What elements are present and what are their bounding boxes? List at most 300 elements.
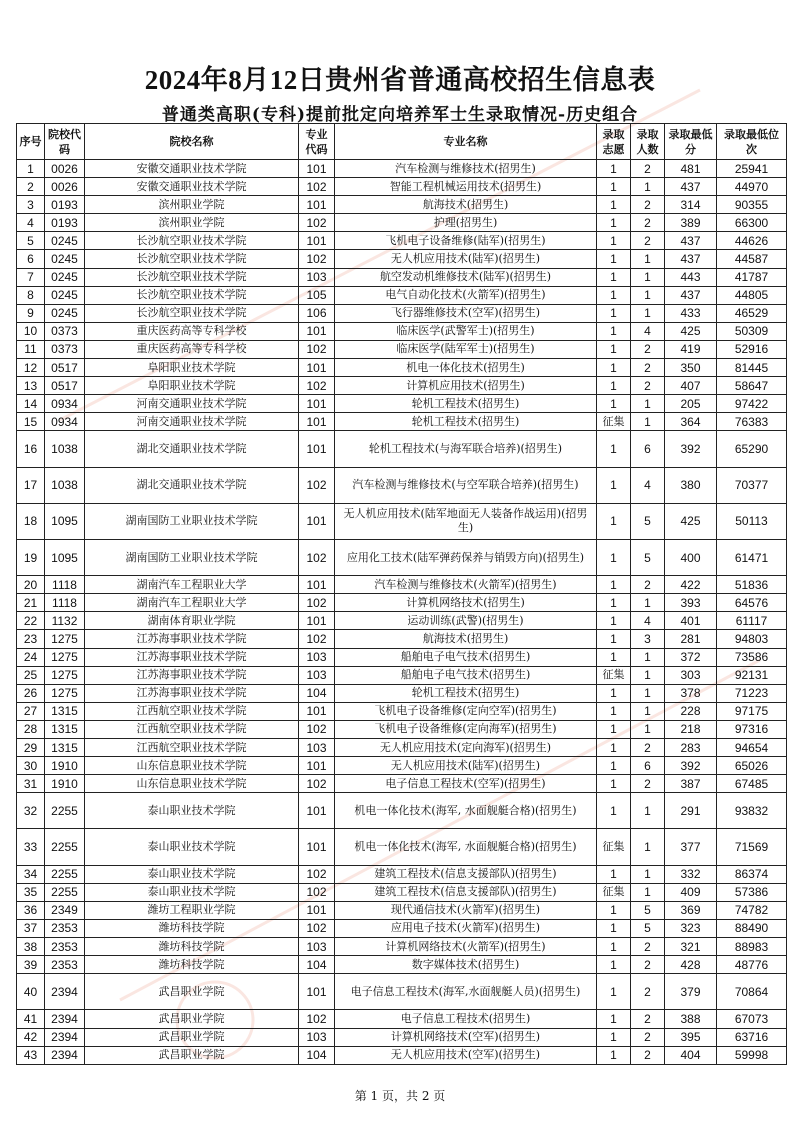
col-min-rank-cell: 67073 [717,1010,787,1028]
col-min-rank-cell: 94803 [717,630,787,648]
col-major-name-cell: 机电一体化技术(海军, 水面舰艇合格)(招男生) [335,793,597,829]
col-seq-cell: 26 [17,684,45,702]
col-count-cell: 2 [631,340,665,358]
col-major-name-cell: 飞机电子设备维修(定向空军)(招男生) [335,702,597,720]
col-min-score-cell: 377 [665,829,717,865]
col-seq-cell: 18 [17,503,45,539]
col-min-score-cell: 437 [665,286,717,304]
col-major-code-cell: 102 [299,1010,335,1028]
table-row [17,413,787,431]
col-major-code-cell: 103 [299,666,335,684]
col-count-cell: 2 [631,1010,665,1028]
col-min-rank-cell: 94654 [717,739,787,757]
col-school-name-cell: 江苏海事职业技术学院 [85,666,299,684]
col-school-code-cell: 1095 [45,539,85,575]
col-seq-cell: 30 [17,757,45,775]
col-seq-cell: 16 [17,431,45,467]
col-min-rank-cell: 59998 [717,1046,787,1064]
col-choice-cell: 1 [597,594,631,612]
col-major-name-cell: 航海技术(招男生) [335,630,597,648]
table-row [17,1046,787,1064]
col-min-rank-cell: 66300 [717,214,787,232]
col-school-name-cell: 阜阳职业技术学院 [85,377,299,395]
col-school-name-cell: 江西航空职业技术学院 [85,720,299,738]
col-min-score-cell: 422 [665,576,717,594]
col-min-rank-header: 录取最低位次 [717,124,787,160]
col-major-code-cell: 101 [299,232,335,250]
col-min-score-cell: 437 [665,232,717,250]
col-school-code-cell: 1132 [45,612,85,630]
col-seq-cell: 36 [17,901,45,919]
col-min-score-cell: 437 [665,250,717,268]
col-choice-cell: 1 [597,684,631,702]
col-major-code-cell: 101 [299,612,335,630]
col-school-name-cell: 重庆医药高等专科学校 [85,340,299,358]
col-choice-cell: 1 [597,178,631,196]
col-count-header: 录取人数 [631,124,665,160]
col-count-cell: 2 [631,214,665,232]
col-min-score-cell: 392 [665,431,717,467]
col-choice-cell: 征集 [597,829,631,865]
col-school-code-cell: 1910 [45,757,85,775]
col-major-name-cell: 现代通信技术(火箭军)(招男生) [335,901,597,919]
col-seq-cell: 20 [17,576,45,594]
col-school-code-cell: 0245 [45,268,85,286]
col-school-name-cell: 潍坊科技学院 [85,956,299,974]
col-seq-cell: 19 [17,539,45,575]
col-major-code-cell: 103 [299,938,335,956]
col-major-name-cell: 轮机工程技术(招男生) [335,395,597,413]
col-major-name-cell: 无人机应用技术(陆军)(招男生) [335,757,597,775]
col-school-code-cell: 0245 [45,250,85,268]
col-major-code-cell: 101 [299,322,335,340]
col-min-rank-cell: 63716 [717,1028,787,1046]
col-seq-cell: 31 [17,775,45,793]
col-choice-cell: 1 [597,919,631,937]
col-min-rank-cell: 97316 [717,720,787,738]
col-seq-cell: 27 [17,702,45,720]
col-major-code-cell: 104 [299,956,335,974]
col-major-name-cell: 电子信息工程技术(空军)(招男生) [335,775,597,793]
col-choice-cell: 1 [597,539,631,575]
col-major-code-cell: 102 [299,720,335,738]
col-choice-cell: 1 [597,250,631,268]
col-choice-cell: 1 [597,974,631,1010]
col-choice-cell: 1 [597,739,631,757]
col-count-cell: 2 [631,938,665,956]
col-min-rank-cell: 41787 [717,268,787,286]
col-min-score-cell: 350 [665,359,717,377]
col-major-name-cell: 航空发动机维修技术(陆军)(招男生) [335,268,597,286]
table-row [17,702,787,720]
col-major-name-cell: 机电一体化技术(招男生) [335,359,597,377]
col-seq-cell: 33 [17,829,45,865]
col-school-name-cell: 潍坊科技学院 [85,919,299,937]
col-min-score-cell: 387 [665,775,717,793]
col-min-score-cell: 281 [665,630,717,648]
col-choice-cell: 1 [597,304,631,322]
col-count-cell: 1 [631,395,665,413]
col-seq-cell: 40 [17,974,45,1010]
col-school-name-cell: 河南交通职业技术学院 [85,413,299,431]
col-school-name-cell: 河南交通职业技术学院 [85,395,299,413]
table-row [17,684,787,702]
table-row [17,431,787,467]
col-school-name-cell: 湖南体育职业学院 [85,612,299,630]
table-row [17,919,787,937]
col-school-code-cell: 0373 [45,322,85,340]
col-major-code-cell: 104 [299,684,335,702]
col-school-name-cell: 江苏海事职业技术学院 [85,630,299,648]
col-choice-cell: 1 [597,322,631,340]
col-choice-cell: 1 [597,956,631,974]
col-school-name-cell: 安徽交通职业技术学院 [85,160,299,178]
col-major-name-cell: 轮机工程技术(招男生) [335,684,597,702]
col-min-score-cell: 323 [665,919,717,937]
col-min-rank-cell: 65026 [717,757,787,775]
col-major-name-cell: 护理(招男生) [335,214,597,232]
col-school-code-cell: 1275 [45,648,85,666]
col-major-code-cell: 101 [299,901,335,919]
col-school-name-cell: 湖南国防工业职业技术学院 [85,503,299,539]
col-school-code-cell: 0517 [45,359,85,377]
col-school-name-cell: 长沙航空职业技术学院 [85,304,299,322]
col-choice-header: 录取志愿 [597,124,631,160]
col-min-rank-cell: 97175 [717,702,787,720]
col-major-code-cell: 101 [299,395,335,413]
col-seq-cell: 3 [17,196,45,214]
table-row [17,503,787,539]
page-footer: 第 1 页，共 2 页 [354,1089,446,1103]
col-min-rank-cell: 57386 [717,883,787,901]
col-seq-cell: 38 [17,938,45,956]
col-school-name-cell: 湖南汽车工程职业大学 [85,576,299,594]
table-row [17,757,787,775]
col-school-name-cell: 江西航空职业技术学院 [85,739,299,757]
col-major-code-cell: 102 [299,630,335,648]
col-min-rank-cell: 74782 [717,901,787,919]
col-seq-cell: 21 [17,594,45,612]
col-major-name-cell: 轮机工程技术(招男生) [335,413,597,431]
col-major-code-cell: 102 [299,775,335,793]
col-school-code-cell: 0373 [45,340,85,358]
col-min-score-cell: 409 [665,883,717,901]
col-choice-cell: 1 [597,793,631,829]
col-min-score-cell: 428 [665,956,717,974]
col-min-score-header: 录取最低分 [665,124,717,160]
col-min-score-cell: 443 [665,268,717,286]
col-major-name-cell: 船舶电子电气技术(招男生) [335,666,597,684]
col-count-cell: 5 [631,901,665,919]
col-count-cell: 1 [631,793,665,829]
table-row [17,539,787,575]
table-row [17,883,787,901]
col-min-score-cell: 401 [665,612,717,630]
col-seq-cell: 4 [17,214,45,232]
col-school-code-cell: 0245 [45,286,85,304]
col-school-code-cell: 2394 [45,1010,85,1028]
col-major-code-cell: 101 [299,359,335,377]
table-row [17,467,787,503]
col-major-code-cell: 102 [299,539,335,575]
col-min-score-cell: 425 [665,322,717,340]
col-school-code-header: 院校代码 [45,124,85,160]
col-min-rank-cell: 44626 [717,232,787,250]
col-major-code-cell: 102 [299,594,335,612]
table-row [17,340,787,358]
col-choice-cell: 1 [597,160,631,178]
col-school-code-cell: 1315 [45,702,85,720]
col-school-code-cell: 1275 [45,666,85,684]
col-min-score-cell: 392 [665,757,717,775]
table-row [17,286,787,304]
admissions-table [16,123,787,1065]
col-major-name-cell: 应用电子技术(火箭军)(招男生) [335,919,597,937]
col-major-name-cell: 无人机应用技术(定向海军)(招男生) [335,739,597,757]
col-major-code-cell: 104 [299,1046,335,1064]
col-school-code-cell: 0026 [45,178,85,196]
col-min-rank-cell: 73586 [717,648,787,666]
table-row [17,196,787,214]
table-row [17,377,787,395]
col-min-rank-cell: 50309 [717,322,787,340]
table-header-row [17,124,787,160]
col-min-rank-cell: 71223 [717,684,787,702]
col-school-name-cell: 武昌职业学院 [85,1046,299,1064]
col-school-name-cell: 湖北交通职业技术学院 [85,431,299,467]
col-min-score-cell: 205 [665,395,717,413]
col-major-code-cell: 103 [299,1028,335,1046]
table-row [17,304,787,322]
col-choice-cell: 1 [597,268,631,286]
col-min-rank-cell: 64576 [717,594,787,612]
col-seq-cell: 41 [17,1010,45,1028]
col-count-cell: 4 [631,467,665,503]
col-major-code-cell: 103 [299,268,335,286]
col-school-name-cell: 滨州职业学院 [85,196,299,214]
col-choice-cell: 1 [597,214,631,232]
col-seq-cell: 23 [17,630,45,648]
table-row [17,775,787,793]
col-seq-cell: 43 [17,1046,45,1064]
col-school-name-cell: 安徽交通职业技术学院 [85,178,299,196]
col-school-code-cell: 2255 [45,883,85,901]
col-school-name-cell: 江苏海事职业技术学院 [85,648,299,666]
col-min-score-cell: 291 [665,793,717,829]
col-min-score-cell: 218 [665,720,717,738]
col-choice-cell: 1 [597,467,631,503]
col-min-score-cell: 378 [665,684,717,702]
col-min-rank-cell: 58647 [717,377,787,395]
col-seq-cell: 39 [17,956,45,974]
col-school-name-cell: 阜阳职业技术学院 [85,359,299,377]
col-min-rank-cell: 86374 [717,865,787,883]
col-major-code-header: 专业代码 [299,124,335,160]
col-school-code-cell: 2349 [45,901,85,919]
col-school-code-cell: 1315 [45,739,85,757]
col-major-code-cell: 102 [299,865,335,883]
col-major-code-cell: 101 [299,757,335,775]
col-min-rank-cell: 44805 [717,286,787,304]
col-seq-cell: 42 [17,1028,45,1046]
col-choice-cell: 1 [597,630,631,648]
col-choice-cell: 1 [597,1010,631,1028]
col-choice-cell: 1 [597,1046,631,1064]
col-seq-cell: 6 [17,250,45,268]
table-row [17,322,787,340]
col-seq-cell: 13 [17,377,45,395]
col-school-code-cell: 2394 [45,974,85,1010]
col-school-name-cell: 滨州职业学院 [85,214,299,232]
col-count-cell: 4 [631,322,665,340]
col-school-name-cell: 湖南国防工业职业技术学院 [85,539,299,575]
col-min-score-cell: 314 [665,196,717,214]
col-count-cell: 6 [631,431,665,467]
col-seq-cell: 17 [17,467,45,503]
col-major-name-cell: 电子信息工程技术(海军,水面舰艇人员)(招男生) [335,974,597,1010]
col-major-name-cell: 无人机应用技术(陆军)(招男生) [335,250,597,268]
col-major-name-cell: 计算机应用技术(招男生) [335,377,597,395]
table-row [17,576,787,594]
table-row [17,359,787,377]
col-major-name-cell: 飞机电子设备维修(定向海军)(招男生) [335,720,597,738]
col-choice-cell: 1 [597,901,631,919]
col-major-name-cell: 运动训练(武警)(招男生) [335,612,597,630]
col-school-code-cell: 2255 [45,793,85,829]
col-major-code-cell: 102 [299,919,335,937]
col-min-score-cell: 228 [665,702,717,720]
col-school-code-cell: 0517 [45,377,85,395]
col-school-name-cell: 潍坊工程职业学院 [85,901,299,919]
col-school-name-cell: 泰山职业技术学院 [85,829,299,865]
col-school-name-cell: 江苏海事职业技术学院 [85,684,299,702]
col-major-code-cell: 102 [299,883,335,901]
col-school-code-cell: 0026 [45,160,85,178]
col-choice-cell: 1 [597,648,631,666]
col-min-rank-cell: 25941 [717,160,787,178]
col-school-name-cell: 江西航空职业技术学院 [85,702,299,720]
col-seq-cell: 5 [17,232,45,250]
col-choice-cell: 征集 [597,883,631,901]
table-row [17,865,787,883]
col-min-score-cell: 321 [665,938,717,956]
table-row [17,160,787,178]
col-seq-header: 序号 [17,124,45,160]
col-school-code-cell: 1275 [45,684,85,702]
table-row [17,720,787,738]
col-school-name-cell: 武昌职业学院 [85,1028,299,1046]
col-min-rank-cell: 93832 [717,793,787,829]
col-major-code-cell: 106 [299,304,335,322]
col-count-cell: 5 [631,919,665,937]
table-row [17,793,787,829]
col-school-code-cell: 1275 [45,630,85,648]
col-major-code-cell: 102 [299,178,335,196]
col-major-name-header: 专业名称 [335,124,597,160]
col-major-name-cell: 汽车检测与维修技术(与空军联合培养)(招男生) [335,467,597,503]
col-min-rank-cell: 97422 [717,395,787,413]
col-choice-cell: 1 [597,702,631,720]
col-major-name-cell: 无人机应用技术(空军)(招男生) [335,1046,597,1064]
table-row [17,1010,787,1028]
col-school-code-cell: 2255 [45,865,85,883]
col-major-code-cell: 101 [299,431,335,467]
col-choice-cell: 1 [597,431,631,467]
col-count-cell: 1 [631,829,665,865]
col-choice-cell: 1 [597,232,631,250]
col-min-rank-cell: 51836 [717,576,787,594]
col-major-code-cell: 103 [299,648,335,666]
col-count-cell: 2 [631,377,665,395]
col-choice-cell: 1 [597,775,631,793]
col-choice-cell: 1 [597,196,631,214]
col-school-name-cell: 湖南汽车工程职业大学 [85,594,299,612]
table-row [17,739,787,757]
col-min-rank-cell: 71569 [717,829,787,865]
col-seq-cell: 10 [17,322,45,340]
col-count-cell: 1 [631,413,665,431]
col-min-rank-cell: 65290 [717,431,787,467]
col-choice-cell: 1 [597,340,631,358]
col-choice-cell: 1 [597,865,631,883]
col-choice-cell: 1 [597,503,631,539]
col-school-code-cell: 2394 [45,1028,85,1046]
col-major-name-cell: 应用化工技术(陆军弹药保养与销毁方向)(招男生) [335,539,597,575]
col-min-score-cell: 481 [665,160,717,178]
col-min-score-cell: 393 [665,594,717,612]
table-row [17,1028,787,1046]
col-seq-cell: 2 [17,178,45,196]
col-min-rank-cell: 52916 [717,340,787,358]
col-major-code-cell: 101 [299,503,335,539]
col-major-name-cell: 飞行器维修技术(空军)(招男生) [335,304,597,322]
col-min-score-cell: 395 [665,1028,717,1046]
col-count-cell: 1 [631,720,665,738]
col-count-cell: 2 [631,974,665,1010]
col-choice-cell: 1 [597,612,631,630]
col-count-cell: 2 [631,232,665,250]
col-school-name-cell: 泰山职业技术学院 [85,793,299,829]
col-count-cell: 1 [631,178,665,196]
table-row [17,630,787,648]
col-major-name-cell: 数字媒体技术(招男生) [335,956,597,974]
col-min-score-cell: 404 [665,1046,717,1064]
col-seq-cell: 11 [17,340,45,358]
col-school-code-cell: 1118 [45,576,85,594]
col-min-score-cell: 369 [665,901,717,919]
col-min-score-cell: 437 [665,178,717,196]
col-seq-cell: 22 [17,612,45,630]
col-school-code-cell: 2353 [45,919,85,937]
col-count-cell: 6 [631,757,665,775]
col-min-rank-cell: 61471 [717,539,787,575]
col-min-score-cell: 283 [665,739,717,757]
col-school-name-header: 院校名称 [85,124,299,160]
col-min-rank-cell: 48776 [717,956,787,974]
col-min-rank-cell: 81445 [717,359,787,377]
col-choice-cell: 1 [597,395,631,413]
col-seq-cell: 35 [17,883,45,901]
col-school-name-cell: 武昌职业学院 [85,1010,299,1028]
col-school-code-cell: 0245 [45,304,85,322]
col-major-name-cell: 航海技术(招男生) [335,196,597,214]
col-count-cell: 1 [631,865,665,883]
col-choice-cell: 征集 [597,413,631,431]
table-row [17,612,787,630]
col-min-rank-cell: 61117 [717,612,787,630]
col-seq-cell: 12 [17,359,45,377]
col-min-score-cell: 407 [665,377,717,395]
